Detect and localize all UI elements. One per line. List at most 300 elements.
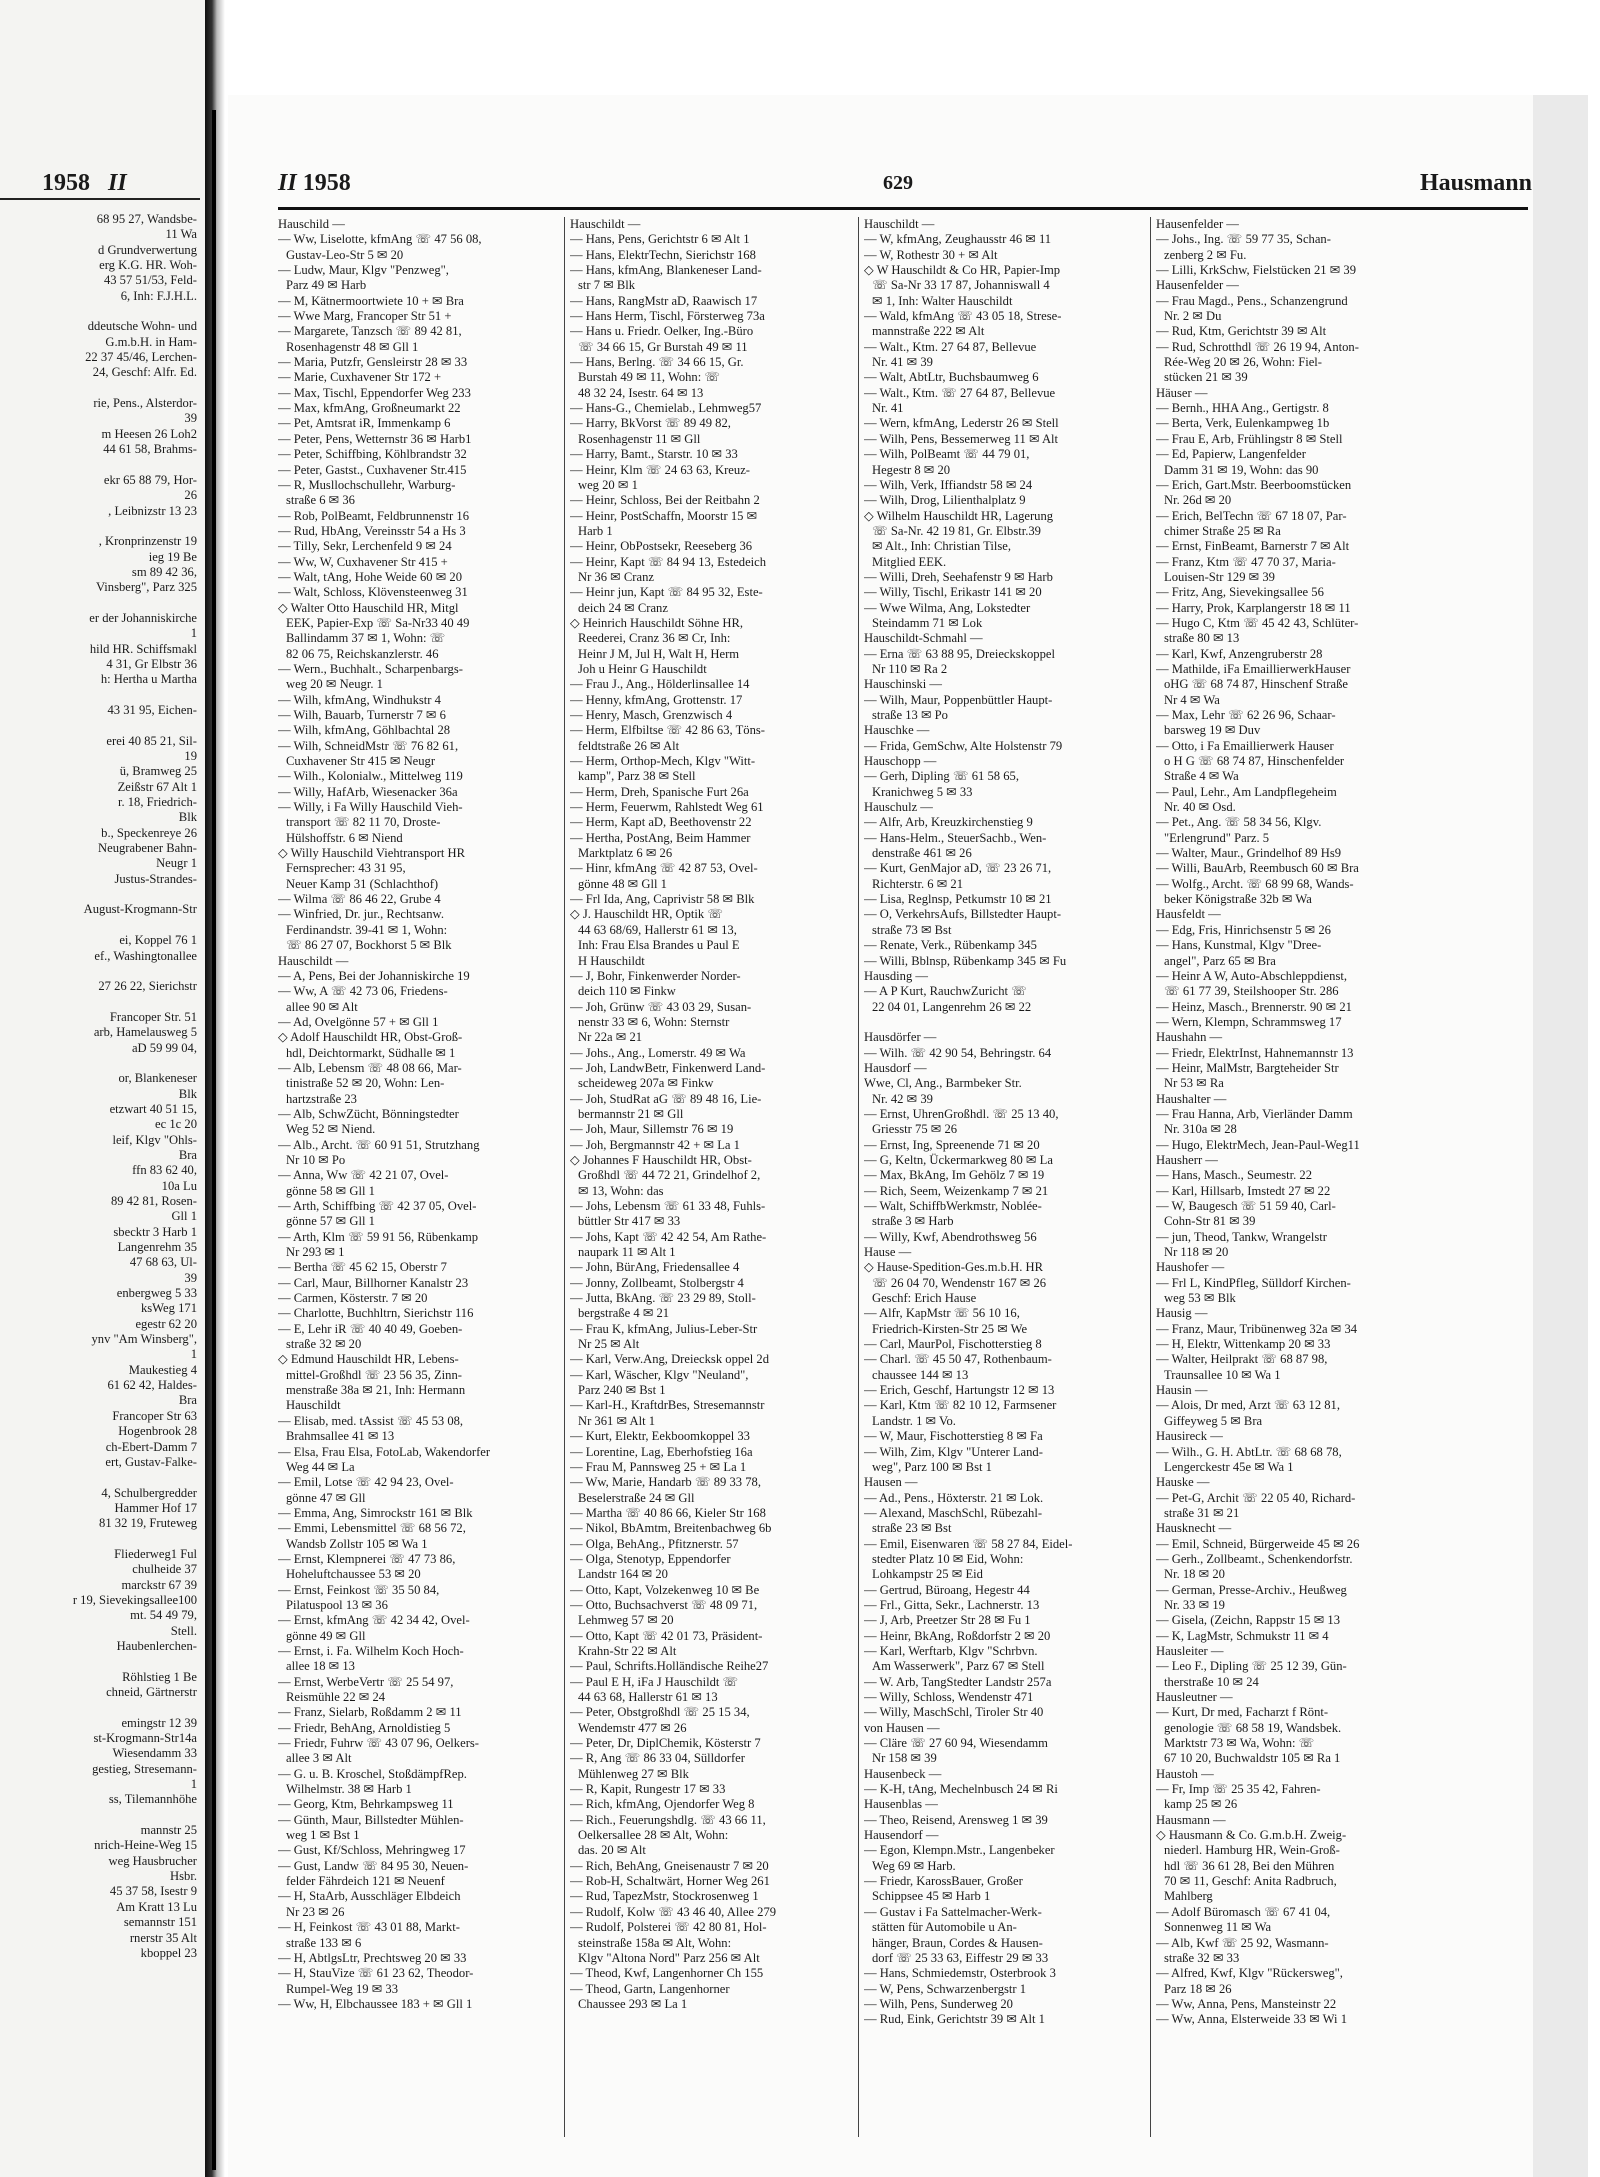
directory-entry: — Gustav i Fa Sattelmacher-Werk- — [864, 1904, 1042, 1919]
directory-entry: — Herm, Dreh, Spanische Furt 26a — [570, 784, 749, 799]
entry-continuation: felder Fährdeich 121 ✉ Neuenf — [286, 1874, 445, 1889]
entry-continuation: therstraße 10 ✉ 24 — [1164, 1674, 1259, 1689]
directory-entry: — Erich, Gart.Mstr. Beerboomstücken — [1156, 477, 1352, 492]
entry-continuation: hänger, Braun, Cordes & Hausen- — [872, 1935, 1043, 1950]
directory-entry: — Johs., Ing. ☏ 59 77 35, Schan- — [1156, 232, 1331, 247]
entry-continuation: straße 13 ✉ Po — [872, 708, 948, 722]
entry-continuation: 44 63 68, Hallerstr 61 ✉ 13 — [578, 1690, 718, 1704]
directory-entry: — Willy, Tischl, Erikastr 141 ✉ 20 — [864, 585, 1042, 600]
directory-entry: — Wern., Buchhalt., Scharpenbargs- — [278, 661, 463, 676]
directory-entry: — Willy, i Fa Willy Hauschild Vieh- — [278, 800, 463, 815]
entry-continuation: Giffeyweg 5 ✉ Bra — [1164, 1413, 1263, 1428]
directory-entry: — Olga, BehAng., Pfitznerstr. 57 — [570, 1536, 739, 1551]
directory-entry: — Carmen, Kösterstr. 7 ✉ 20 — [278, 1291, 428, 1306]
entry-continuation: allee 18 ✉ 13 — [286, 1659, 355, 1674]
entry-continuation: Sonnenweg 11 ✉ Wa — [1164, 1920, 1272, 1935]
left-page-line: 10a Lu — [161, 1178, 197, 1193]
entry-continuation: 22 04 01, Langenrehm 26 ✉ 22 — [872, 999, 1032, 1014]
surname-heading: Hausenblas — — [864, 1797, 938, 1812]
directory-entry: — Kurt, Elektr, Eekboomkoppel 33 — [570, 1429, 750, 1444]
entry-continuation: Landstr 164 ✉ 20 — [578, 1567, 668, 1582]
directory-entry: — Alb, SchwZücht, Bönningstedter — [278, 1106, 459, 1121]
header-year: 1958 — [302, 170, 351, 196]
entry-continuation: Nr. 2 ✉ Du — [1164, 309, 1222, 324]
left-page-line: ddeutsche Wohn- und — [87, 319, 197, 334]
surname-heading: Hauschulz — — [864, 800, 933, 815]
directory-entry: — Wilh, Verk, Iffiandstr 58 ✉ 24 — [864, 477, 1033, 492]
entry-continuation: allee 3 ✉ Alt — [286, 1751, 352, 1766]
surname-heading: Hause — — [864, 1245, 912, 1260]
entry-continuation: Beselerstraße 24 ✉ Gll — [578, 1490, 695, 1505]
directory-entry: — Max, Tischl, Eppendorfer Weg 233 — [278, 385, 471, 400]
entry-continuation: steinstraße 158a ✉ Alt, Wohn: — [578, 1935, 732, 1950]
entry-continuation: straße 133 ✉ 6 — [286, 1935, 362, 1950]
left-page-line — [0, 1654, 205, 1669]
entry-continuation: das. 20 ✉ Alt — [578, 1843, 646, 1858]
directory-entry: — Wwe Wilma, Ang, Lokstedter — [864, 600, 1031, 615]
directory-entry: — Ed, Papierw, Langenfelder — [1156, 447, 1306, 462]
directory-entry: — Hans u. Friedr. Oelker, Ing.-Büro — [570, 324, 754, 339]
directory-entry: — Otto, Kapt ☏ 42 01 73, Präsident- — [570, 1628, 763, 1643]
directory-entry: — Joh, StudRat aG ☏ 89 48 16, Lie- — [570, 1091, 762, 1106]
entry-continuation: menstraße 38a ✉ 21, Inh: Hermann — [286, 1383, 466, 1398]
directory-entry: — W, kfmAng, Zeughausstr 46 ✉ 11 — [864, 232, 1052, 247]
directory-entry: — Harry, Prok, Karplangerstr 18 ✉ 11 — [1156, 600, 1351, 615]
directory-entry: — Paul, Lehr., Am Landpflegeheim — [1156, 784, 1337, 799]
entry-continuation: straße 80 ✉ 13 — [1164, 631, 1240, 646]
directory-entry: — Renate, Verk., Rübenkamp 345 — [864, 938, 1037, 953]
directory-entry: — Gust, Kf/Schloss, Mehringweg 17 — [278, 1843, 466, 1858]
surname-heading: Hausendorf — — [864, 1828, 939, 1843]
left-page-line: 81 32 19, Fruteweg — [99, 1516, 197, 1531]
entry-continuation: ✉ 13, Wohn: das — [578, 1183, 664, 1198]
left-page-line: sbecktr 3 Harb 1 — [113, 1224, 197, 1239]
entry-continuation: beker Königstraße 32b ✉ Wa — [1164, 892, 1312, 907]
directory-entry: ◇ Edmund Hauschildt HR, Lebens- — [278, 1352, 459, 1367]
left-page-line: 11 Wa — [165, 227, 197, 242]
left-page-line: weg Hausbrucher — [108, 1853, 197, 1868]
entry-continuation: Traunsallee 10 ✉ Wa 1 — [1164, 1367, 1281, 1382]
directory-entry: — Emma, Ang, Simrockstr 161 ✉ Blk — [278, 1505, 473, 1520]
directory-entry: — Rud, Schrotthdl ☏ 26 19 94, Anton- — [1156, 339, 1359, 354]
directory-entry: — Rudolf, Kolw ☏ 43 46 40, Allee 279 — [570, 1904, 777, 1919]
directory-entry: — Willy, Schloss, Wendenstr 471 — [864, 1690, 1034, 1704]
directory-entry: — Pet., Ang. ☏ 58 34 56, Klgv. — [1156, 815, 1322, 830]
directory-entry: — Nikol, BbAmtm, Breitenbachweg 6b — [570, 1521, 772, 1536]
entry-continuation: Brahmsallee 41 ✉ 13 — [286, 1429, 395, 1444]
left-page-line: erg K.G. HR. Woh- — [99, 258, 197, 273]
left-page-line — [0, 718, 205, 733]
directory-entry: — Henry, Masch, Grenzwisch 4 — [570, 708, 733, 722]
directory-entry: — Hans, Kunstmal, Klgv "Dree- — [1156, 938, 1322, 953]
directory-entry: — Theo, Reisend, Arensweg 1 ✉ 39 — [864, 1812, 1048, 1827]
entry-continuation: straße 32 ✉ 33 — [1164, 1950, 1240, 1965]
directory-entry: — Wald, kfmAng ☏ 43 05 18, Strese- — [864, 309, 1062, 324]
directory-entry: ◇ Hausmann & Co. G.m.b.H. Zweig- — [1156, 1828, 1347, 1843]
left-page-line: ieg 19 Be — [148, 549, 197, 564]
surname-heading: Haushofer — — [1156, 1260, 1225, 1275]
left-page-line: 43 57 51/53, Feld- — [103, 273, 197, 288]
left-header-rule — [0, 198, 200, 200]
left-page-line: Gll 1 — [171, 1209, 197, 1224]
directory-entry: — Pet-G, Archit ☏ 22 05 40, Richard- — [1156, 1490, 1356, 1505]
entry-continuation: transport ☏ 82 11 70, Droste- — [286, 815, 441, 830]
left-page-line: b., Speckenreye 26 — [101, 825, 197, 840]
left-page-line: 39 — [184, 411, 197, 426]
directory-entry: — Peter, Pens, Wetternstr 36 ✉ Harb1 — [278, 431, 472, 446]
left-page-line: etzwart 40 51 15, — [109, 1101, 197, 1116]
left-page-line: , Leibnizstr 13 23 — [108, 503, 197, 518]
surname-heading: Hausdörfer — — [864, 1030, 937, 1045]
directory-entry: — Lorentine, Lag, Eberhofstieg 16a — [570, 1444, 753, 1459]
entry-continuation: ✉ Alt., Inh: Christian Tilse, — [872, 539, 1011, 554]
directory-entry: — Ernst, i. Fa. Wilhelm Koch Hoch- — [278, 1643, 464, 1658]
left-page-line: ss, Tilemannhöhe — [108, 1792, 197, 1807]
entry-continuation: Parz 49 ✉ Harb — [286, 278, 367, 293]
directory-entry: — Heinr, Kapt ☏ 84 94 13, Estedeich — [570, 554, 767, 569]
entry-continuation: Lengerckestr 45e ✉ Wa 1 — [1164, 1459, 1294, 1474]
column-divider — [858, 217, 859, 2137]
entry-continuation: Damm 31 ✉ 19, Wohn: das 90 — [1164, 462, 1319, 477]
entry-continuation: niederl. Hamburg HR, Wein-Groß- — [1164, 1843, 1340, 1858]
entry-continuation: Hoheluftchaussee 53 ✉ 20 — [286, 1567, 421, 1582]
entry-continuation: Nr 23 ✉ 26 — [286, 1904, 345, 1919]
left-page-line: Maukestieg 4 — [128, 1362, 197, 1377]
entry-continuation: Oelkersallee 28 ✉ Alt, Wohn: — [578, 1828, 729, 1843]
left-page-line: Stell. — [170, 1623, 197, 1638]
entry-continuation: Am Wasserwerk", Parz 67 ✉ Stell — [872, 1659, 1045, 1674]
directory-entry: — Wilh., Kolonialw., Mittelweg 119 — [278, 769, 463, 784]
entry-continuation: Nr 293 ✉ 1 — [286, 1245, 345, 1260]
left-page-line — [0, 1700, 205, 1715]
entry-continuation: weg 20 ✉ Neugr. 1 — [286, 677, 383, 692]
directory-entry: — Alb., Archt. ☏ 60 91 51, Strutzhang — [278, 1137, 480, 1152]
directory-entry: — Alfr, Arb, Kreuzkirchenstieg 9 — [864, 815, 1033, 830]
directory-entry: — Max, kfmAng, Großneumarkt 22 — [278, 401, 461, 416]
surname-heading: Hauschke — — [864, 723, 930, 738]
directory-page — [228, 95, 1588, 2177]
running-head: Hausmann — [1419, 170, 1532, 196]
left-page-line: mt. 54 49 79, — [130, 1608, 197, 1623]
entry-continuation: ☏ Sa-Nr 33 17 87, Johanniswall 4 — [872, 278, 1050, 293]
left-facing-page — [0, 0, 205, 2177]
surname-heading: Hauschildt — — [278, 953, 349, 968]
directory-entry: — Johs., Ang., Lomerstr. 49 ✉ Wa — [570, 1045, 746, 1060]
directory-entry: — Harry, Bamt., Starstr. 10 ✉ 33 — [570, 447, 738, 462]
left-page-line: 68 95 27, Wandsbe- — [96, 212, 197, 226]
entry-continuation: Weg 69 ✉ Harb. — [872, 1858, 956, 1873]
entry-continuation: Rosenhagenstr 48 ✉ Gll 1 — [286, 339, 419, 354]
left-page-line: Justus-Strandes- — [114, 871, 197, 886]
directory-entry: — Alfred, Kwf, Klgv "Rückersweg", — [1156, 1966, 1343, 1981]
directory-entry: — Friedr, ElektrInst, Hahnemannstr 13 — [1156, 1045, 1354, 1060]
page-number: 629 — [883, 172, 913, 194]
directory-entry: — Herm, Feuerwm, Rahlstedt Weg 61 — [570, 800, 764, 815]
directory-entry: — Theod, Gartn, Langenhorner — [570, 1981, 730, 1996]
entry-continuation: Cuxhavener Str 415 ✉ Neugr — [286, 754, 436, 769]
left-page-line: aD 59 99 04, — [131, 1040, 197, 1055]
directory-entry: — Heinr, MalMstr, Bargteheider Str — [1156, 1060, 1339, 1075]
directory-entry: — Olga, Stenotyp, Eppendorfer — [570, 1551, 731, 1566]
entry-continuation: tinistraße 52 ✉ 20, Wohn: Len- — [286, 1076, 445, 1091]
left-page-line — [0, 688, 205, 703]
entry-continuation: ☏ Sa-Nr. 42 19 81, Gr. Elbstr.39 — [872, 523, 1041, 538]
directory-entry: — Egon, Klempn.Mstr., Langenbeker — [864, 1843, 1055, 1858]
left-page-line: Hsbr. — [170, 1869, 197, 1884]
directory-entry: — Heinr, PostSchaffn, Moorstr 15 ✉ — [570, 508, 758, 523]
directory-entry: — Bernh., HHA Ang., Gertigstr. 8 — [1156, 401, 1329, 416]
directory-entry: — Elisab, med. tAssist ☏ 45 53 08, — [278, 1413, 464, 1428]
entry-continuation: Steindamm 71 ✉ Lok — [872, 615, 983, 630]
directory-entry: — Maria, Putzfr, Gensleirstr 28 ✉ 33 — [278, 355, 468, 370]
directory-entry: — Ernst, Feinkost ☏ 35 50 84, — [278, 1582, 440, 1597]
left-page-line: egestr 62 20 — [135, 1316, 197, 1331]
surname-heading: Hausenfelder — — [1156, 278, 1239, 293]
directory-entry: — Walt, tAng, Hohe Weide 60 ✉ 20 — [278, 569, 462, 584]
left-page-line: ekr 65 88 79, Hor- — [103, 472, 197, 487]
directory-entry: — Charl. ☏ 45 50 47, Rothenbaum- — [864, 1352, 1052, 1367]
header-rule — [278, 207, 1528, 210]
surname-heading: Hauschinski — — [864, 677, 943, 692]
entry-continuation: allee 90 ✉ Alt — [286, 999, 358, 1014]
directory-entry: — Karl, Werftarb, Klgv "Schrbvn. — [864, 1643, 1038, 1658]
left-page-line: ert, Gustav-Falke- — [105, 1454, 197, 1469]
directory-entry: — Wilh, SchneidMstr ☏ 76 82 61, — [278, 738, 459, 753]
entry-continuation: Marktplatz 6 ✉ 26 — [578, 846, 673, 861]
left-page-line: emingstr 12 39 — [121, 1715, 197, 1730]
surname-heading: Häuser — — [1156, 385, 1208, 400]
left-page-line: 4, Schulbergredder — [101, 1485, 197, 1500]
entry-continuation: Marktstr 73 ✉ Wa, Wohn: ☏ — [1164, 1736, 1315, 1751]
directory-entry: — Georg, Ktm, Behrkampsweg 11 — [278, 1797, 454, 1812]
directory-entry: — Paul E H, iFa J Hauschildt ☏ — [570, 1674, 739, 1689]
directory-entry: — Joh, Grünw ☏ 43 03 29, Susan- — [570, 999, 752, 1014]
entry-continuation: Krahn-Str 22 ✉ Alt — [578, 1643, 677, 1658]
surname-heading: Hausin — — [1156, 1383, 1208, 1398]
left-page-line: Wiesendamm 33 — [112, 1746, 197, 1761]
left-page-line: Haubenlerchen- — [116, 1638, 197, 1653]
directory-entry: ◇ Willy Hauschild Viehtransport HR — [278, 846, 466, 861]
directory-entry: — Ww, H, Elbchaussee 183 + ✉ Gll 1 — [278, 1996, 473, 2011]
left-page-line — [0, 1808, 205, 1823]
directory-entry: — Frau Magd., Pens., Schanzengrund — [1156, 293, 1348, 308]
directory-entry: — Heinr, ObPostsekr, Reeseberg 36 — [570, 539, 753, 554]
directory-entry: — Frau K, kfmAng, Julius-Leber-Str — [570, 1321, 758, 1336]
directory-entry: — German, Presse-Archiv., Heußweg — [1156, 1582, 1347, 1597]
entry-continuation: Landstr. 1 ✉ Vo. — [872, 1413, 956, 1428]
entry-continuation: Harb 1 — [578, 523, 613, 538]
entry-continuation: Mitglied EEK. — [872, 554, 947, 569]
entry-continuation: Mahlberg — [1164, 1889, 1213, 1904]
surname-heading: Hausfeldt — — [1156, 907, 1221, 922]
left-page-line: Hammer Hof 17 — [114, 1500, 197, 1515]
directory-entry: — Ernst, UhrenGroßhdl. ☏ 25 13 40, — [864, 1106, 1059, 1121]
directory-entry: — Hans, Berlng. ☏ 34 66 15, Gr. — [570, 355, 744, 370]
directory-entry: — Otto, Kapt, Volzekenweg 10 ✉ Be — [570, 1582, 760, 1597]
left-page-line: Röhlstieg 1 Be — [122, 1669, 197, 1684]
left-page-part: II — [108, 170, 127, 196]
directory-entry: — Emil, Eisenwaren ☏ 58 27 84, Eidel- — [864, 1536, 1073, 1551]
entry-continuation: Nr. 18 ✉ 20 — [1164, 1567, 1225, 1582]
directory-entry: — Johs, Lebensm ☏ 61 33 48, Fuhls- — [570, 1199, 766, 1213]
surname-heading: Hausenbeck — — [864, 1766, 942, 1781]
directory-entry: — Karl, Wäscher, Klgv "Neuland", — [570, 1367, 749, 1382]
directory-entry: — Alb, Lebensm ☏ 48 08 66, Mar- — [278, 1060, 462, 1075]
directory-entry: — Frau E, Arb, Frühlingstr 8 ✉ Stell — [1156, 431, 1343, 446]
entry-continuation: Nr 53 ✉ Ra — [1164, 1076, 1224, 1091]
entry-continuation: gönne 47 ✉ Gll — [286, 1490, 366, 1505]
directory-entry: — Kurt, Dr med, Facharzt f Rönt- — [1156, 1705, 1329, 1720]
directory-entry: — R, Ang ☏ 86 33 04, Sülldorfer — [570, 1751, 745, 1766]
directory-entry: — Edg, Fris, Hinrichsenstr 5 ✉ 26 — [1156, 922, 1331, 937]
left-page-line: 4 31, Gr Elbstr 36 — [106, 656, 197, 671]
entry-continuation: Großhdl ☏ 44 72 21, Grindelhof 2, — [578, 1168, 761, 1183]
left-page-line: Neugr 1 — [156, 856, 197, 871]
entry-continuation: gönne 57 ✉ Gll 1 — [286, 1214, 375, 1229]
directory-entry: — Carl, Maur, Billhorner Kanalstr 23 — [278, 1275, 469, 1290]
entry-continuation: gönne 49 ✉ Gll — [286, 1628, 366, 1643]
directory-entry: ◇ W Hauschildt & Co HR, Papier-Imp — [864, 263, 1061, 278]
directory-entry: — Wern, kfmAng, Lederstr 26 ✉ Stell — [864, 416, 1059, 431]
surname-heading: Hauske — — [1156, 1475, 1210, 1490]
directory-entry: — Willi, BauArb, Reembusch 60 ✉ Bra — [1156, 861, 1359, 876]
entry-continuation: genologie ☏ 68 58 19, Wandsbek. — [1164, 1720, 1342, 1735]
entry-continuation: EEK, Papier-Exp ☏ Sa-Nr33 40 49 — [286, 615, 470, 630]
directory-entry: — H, AbtlgsLtr, Prechtsweg 20 ✉ 33 — [278, 1950, 467, 1965]
column-divider — [564, 217, 565, 2137]
entry-continuation: hdl ☏ 36 61 28, Bei den Mühren — [1164, 1858, 1335, 1873]
surname-heading: Hauschild — — [278, 217, 345, 231]
directory-entry: — Rich, Seem, Weizenkamp 7 ✉ 21 — [864, 1183, 1049, 1198]
entry-continuation: straße 73 ✉ Bst — [872, 922, 952, 937]
entry-continuation: Joh u Heinr G Hauschildt — [578, 661, 707, 676]
left-page-line — [0, 458, 205, 473]
directory-entry: — Peter, Dr, DiplChemik, Kösterstr 7 — [570, 1736, 761, 1751]
left-page-line: G.m.b.H. in Ham- — [105, 334, 197, 349]
directory-entry: — Hans, Schmiedemstr, Osterbrook 3 — [864, 1966, 1056, 1981]
directory-entry: — Heinr A W, Auto-Abschleppdienst, — [1156, 968, 1347, 983]
surname-heading: Hausmann — — [1156, 1812, 1226, 1827]
left-page-line: Langenrehm 35 — [117, 1240, 197, 1255]
entry-continuation: Fernsprecher: 43 31 95, — [286, 861, 406, 876]
entry-continuation: deich 110 ✉ Finkw — [578, 984, 676, 999]
entry-continuation: Wilhelmstr. 38 ✉ Harb 1 — [286, 1782, 412, 1797]
directory-entry: — Karl-H., KraftdrBes, Stresemannstr — [570, 1398, 765, 1413]
directory-entry: — Ww, Anna, Pens, Mansteinstr 22 — [1156, 1996, 1337, 2011]
left-page-line: rie, Pens., Alsterdor- — [93, 396, 197, 411]
directory-entry: — Frau J., Ang., Hölderlinsallee 14 — [570, 677, 750, 692]
entry-continuation: weg 20 ✉ 1 — [578, 477, 638, 492]
surname-heading: Hauschopp — — [864, 754, 937, 769]
directory-entry: — G, Keltn, Ückermarkweg 80 ✉ La — [864, 1152, 1053, 1167]
left-page-line: August-Krogmann-Str — [83, 902, 197, 917]
left-page-line: 45 37 58, Isestr 9 — [109, 1884, 197, 1899]
directory-entry: — Ad., Pens., Höxterstr. 21 ✉ Lok. — [864, 1490, 1044, 1505]
gutter-shadow — [212, 110, 216, 2170]
directory-entry: — Adolf Büromasch ☏ 67 41 04, — [1156, 1904, 1331, 1919]
directory-entry: — Jonny, Zollbeamt, Stolbergstr 4 — [570, 1275, 744, 1290]
directory-entry: — A, Pens, Bei der Johanniskirche 19 — [278, 968, 470, 983]
directory-entry: — Wilh, kfmAng, Windhukstr 4 — [278, 692, 441, 707]
directory-entry: — Hans, RangMstr aD, Raawisch 17 — [570, 293, 758, 308]
entry-continuation: deich 24 ✉ Cranz — [578, 600, 668, 615]
directory-entry: — Frida, GemSchw, Alte Holstenstr 79 — [864, 738, 1063, 753]
directory-entry: — Johs, Kapt ☏ 42 42 54, Am Rathe- — [570, 1229, 767, 1244]
left-page-line: nrich-Heine-Weg 15 — [94, 1838, 197, 1853]
entry-continuation: Schippsee 45 ✉ Harb 1 — [872, 1889, 991, 1904]
directory-entry: — Hugo, ElektrMech, Jean-Paul-Weg11 — [1156, 1137, 1360, 1152]
left-page-year: 1958 — [42, 170, 90, 196]
directory-entry: ◇ Wilhelm Hauschildt HR, Lagerung — [864, 508, 1054, 523]
left-page-line: ksWeg 171 — [140, 1301, 197, 1316]
directory-entry: — Walt., Ktm. 27 64 87, Bellevue — [864, 339, 1037, 354]
directory-entry: — Anna, Ww ☏ 42 21 07, Ovel- — [278, 1168, 449, 1183]
directory-entry: — Frl., Gitta, Sekr., Lachnerstr. 13 — [864, 1597, 1040, 1612]
entry-continuation: straße 3 ✉ Harb — [872, 1214, 954, 1229]
directory-entry: — Ernst, WerbeVertr ☏ 25 54 97, — [278, 1674, 454, 1689]
entry-continuation: büttler Str 417 ✉ 33 — [578, 1214, 681, 1229]
left-page-line: ynv "Am Winsberg", — [91, 1332, 197, 1347]
directory-entry: — Rud, Ktm, Gerichtstr 39 ✉ Alt — [1156, 324, 1327, 339]
directory-column-2 — [570, 217, 855, 2012]
entry-continuation: Nr. 42 ✉ 39 — [872, 1091, 933, 1106]
directory-entry: — Alois, Dr med, Arzt ☏ 63 12 81, — [1156, 1398, 1341, 1413]
surname-heading: Hausknecht — — [1156, 1521, 1232, 1536]
entry-continuation: straße 32 ✉ 20 — [286, 1337, 362, 1352]
left-page-line: 1 — [190, 1347, 197, 1362]
directory-entry: — Wilma ☏ 86 46 22, Grube 4 — [278, 892, 441, 907]
surname-heading: von Hausen — — [864, 1720, 940, 1735]
directory-entry: — Franz, Sielarb, Roßdamm 2 ✉ 11 — [278, 1705, 462, 1720]
surname-heading: Haushalter — — [1156, 1091, 1227, 1106]
entry-continuation: straße 31 ✉ 21 — [1164, 1505, 1240, 1520]
directory-entry: — Ernst, FinBeamt, Barnerstr 7 ✉ Alt — [1156, 539, 1350, 554]
left-page-line: ec 1c 20 — [155, 1117, 197, 1132]
entry-continuation: Nr 118 ✉ 20 — [1164, 1245, 1229, 1260]
left-page-line: d Grundverwertung — [98, 242, 197, 257]
directory-entry: — John, BürAng, Friedensallee 4 — [570, 1260, 740, 1275]
entry-continuation: bermannstr 21 ✉ Gll — [578, 1106, 684, 1121]
page-header-part-year — [278, 170, 351, 197]
surname-heading: Hausding — — [864, 968, 929, 983]
directory-entry: — Willi, Bblnsp, Rübenkamp 345 ✉ Fu — [864, 953, 1067, 968]
entry-continuation: Burstah 49 ✉ 11, Wohn: ☏ — [578, 370, 721, 385]
entry-continuation: oHG ☏ 68 74 87, Hinschenf Straße — [1164, 677, 1348, 692]
directory-entry: — Rich, kfmAng, Ojendorfer Weg 8 — [570, 1797, 755, 1812]
directory-entry: — Ad, Ovelgönne 57 + ✉ Gll 1 — [278, 1014, 439, 1029]
directory-entry: — J, Arb, Preetzer Str 28 ✉ Fu 1 — [864, 1613, 1031, 1628]
directory-entry: — Ww, Anna, Elsterweide 33 ✉ Wi 1 — [1156, 2012, 1347, 2027]
entry-continuation: Neuer Kamp 31 (Schlachthof) — [286, 876, 439, 891]
directory-entry: — O, VerkehrsAufs, Billstedter Haupt- — [864, 907, 1062, 922]
directory-entry: — Erich, Geschf, Hartungstr 12 ✉ 13 — [864, 1383, 1055, 1398]
entry-continuation: straße 6 ✉ 36 — [286, 493, 355, 508]
left-page-line — [0, 1470, 205, 1485]
directory-entry: — Theod, Kwf, Langenhorner Ch 155 — [570, 1966, 764, 1981]
directory-entry: — Alb, Kwf ☏ 25 92, Wasmann- — [1156, 1935, 1329, 1950]
entry-continuation: weg", Parz 100 ✉ Bst 1 — [872, 1459, 992, 1474]
left-page-line: 27 26 22, Sierichstr — [98, 979, 197, 994]
left-page-line — [0, 887, 205, 902]
entry-continuation: Nr 158 ✉ 39 — [872, 1751, 937, 1766]
header-part: II — [278, 170, 297, 196]
directory-entry: — A P Kurt, RauchwZuricht ☏ — [864, 984, 1027, 999]
directory-entry: — Wilh, Drog, Lilienthalplatz 9 — [864, 493, 1026, 508]
surname-heading: Hausleiter — — [1156, 1643, 1224, 1658]
directory-entry: Wwe, Cl, Ang., Barmbeker Str. — [864, 1076, 1022, 1091]
directory-entry: — M, Kätnermoortwiete 10 + ✉ Bra — [278, 293, 464, 308]
left-page-line: enbergweg 5 33 — [116, 1286, 197, 1301]
